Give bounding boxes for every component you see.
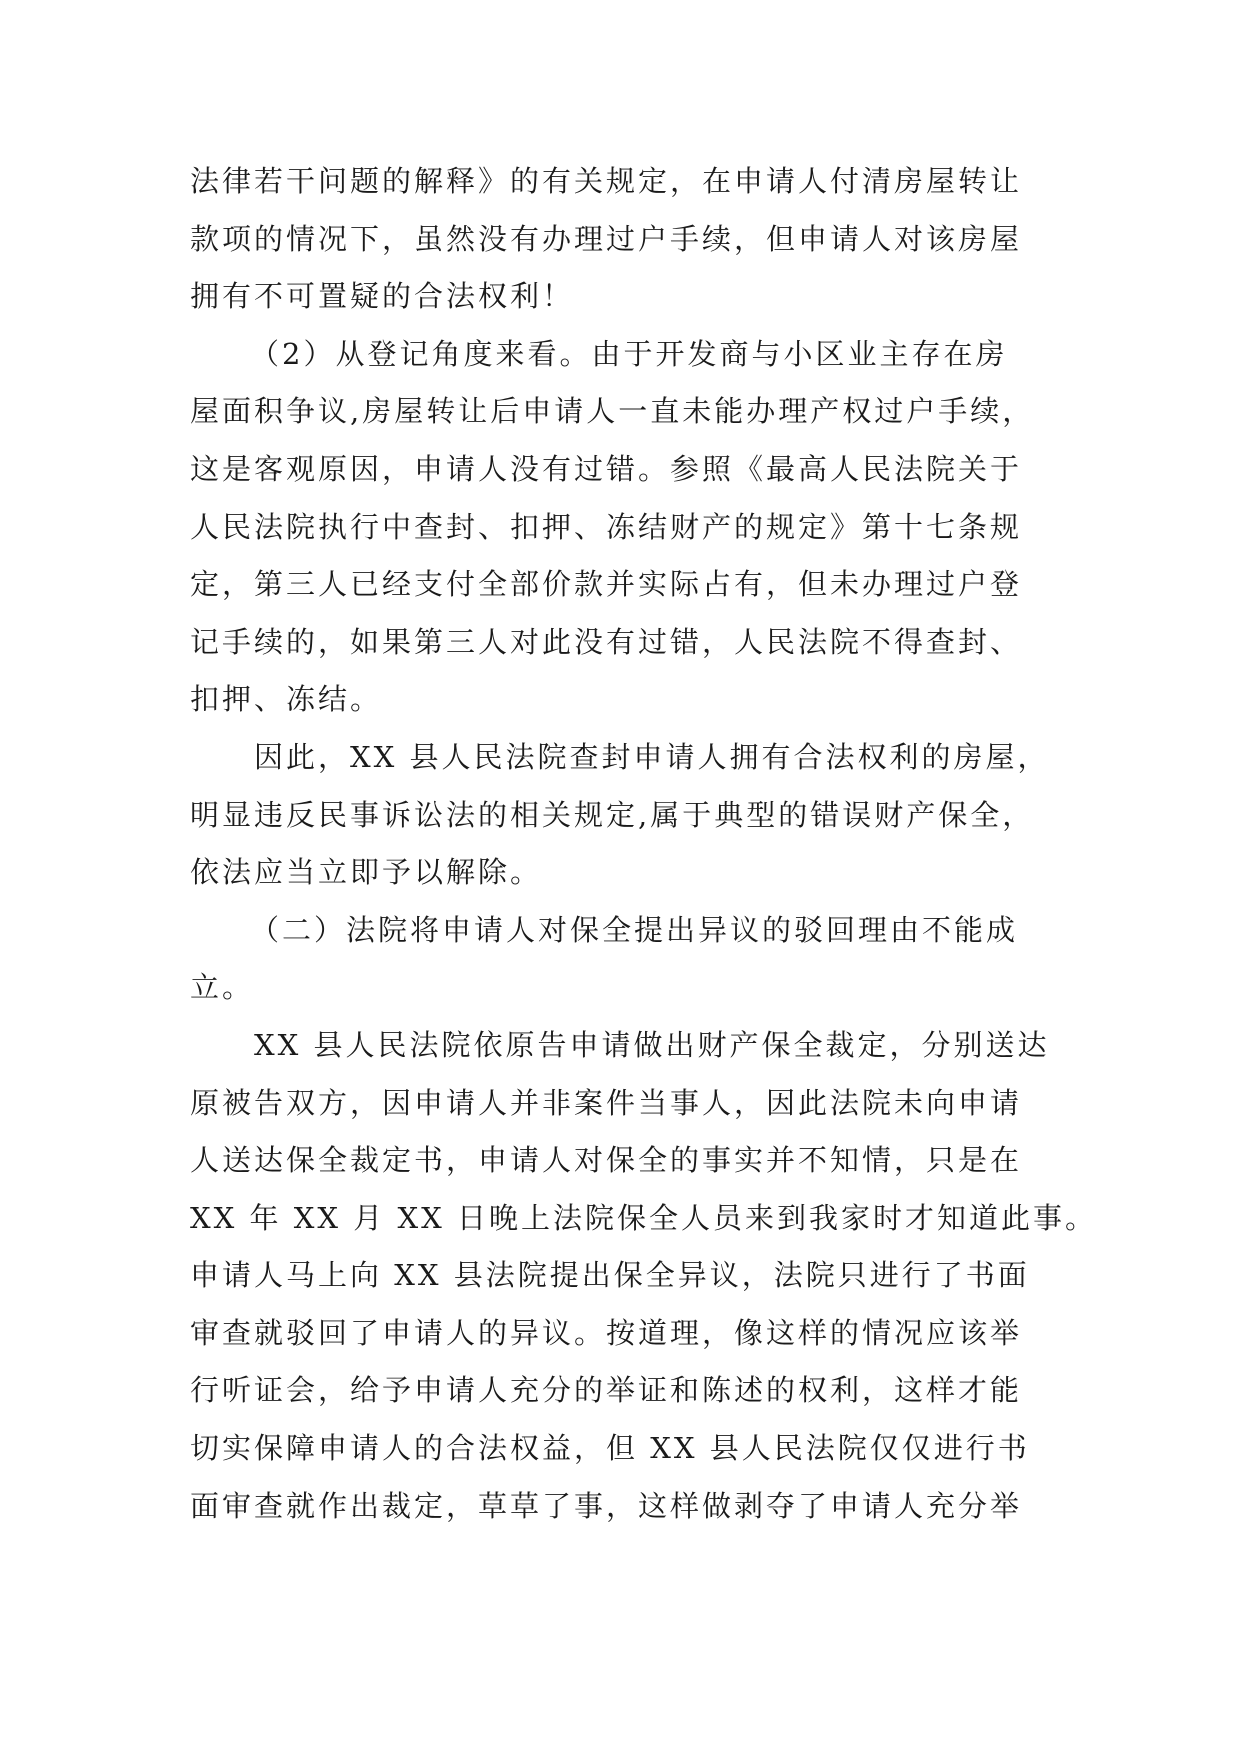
section-heading: （二）法院将申请人对保全提出异议的驳回理由不能成 xyxy=(250,912,1019,947)
text-line: 面审查就作出裁定，草草了事，这样做剥夺了申请人充分举 xyxy=(190,1488,1023,1523)
text-line: 拥有不可置疑的合法权利！ xyxy=(190,279,575,314)
section-heading-continued: 立。 xyxy=(190,970,255,1005)
paragraph-start: 因此，XX 县人民法院查封申请人拥有合法权利的房屋， xyxy=(254,739,1050,774)
text-line: 这是客观原因，申请人没有过错。参照《最高人民法院关于 xyxy=(190,451,1023,486)
text-line: 人民法院执行中查封、扣押、冻结财产的规定》第十七条规 xyxy=(190,509,1023,544)
text-line: 记手续的，如果第三人对此没有过错，人民法院不得查封、 xyxy=(190,624,1023,659)
text-line: 依法应当立即予以解除。 xyxy=(190,855,543,890)
text-line: 切实保障申请人的合法权益，但 XX 县人民法院仅仅进行书 xyxy=(190,1431,1030,1466)
paragraph-start: （2）从登记角度来看。由于开发商与小区业主存在房 xyxy=(250,336,1008,371)
text-line: 明显违反民事诉讼法的相关规定,属于典型的错误财产保全， xyxy=(190,797,1035,832)
text-line: 原被告双方，因申请人并非案件当事人，因此法院未向申请 xyxy=(190,1085,1023,1120)
document-body xyxy=(190,153,1097,1535)
text-line: 人送达保全裁定书，申请人对保全的事实并不知情，只是在 xyxy=(190,1143,1023,1178)
text-line: XX 年 XX 月 XX 日晚上法院保全人员来到我家时才知道此事。 xyxy=(190,1200,1097,1235)
text-line: 屋面积争议,房屋转让后申请人一直未能办理产权过户手续， xyxy=(190,394,1035,429)
text-line: 定，第三人已经支付全部价款并实际占有，但未办理过户登 xyxy=(190,567,1023,602)
text-line: 申请人马上向 XX 县法院提出保全异议，法院只进行了书面 xyxy=(190,1258,1030,1293)
text-line: 款项的情况下，虽然没有办理过户手续，但申请人对该房屋 xyxy=(190,221,1023,256)
text-line: 扣押、冻结。 xyxy=(190,682,383,717)
paragraph-start: XX 县人民法院依原告申请做出财产保全裁定，分别送达 xyxy=(254,1027,1050,1062)
text-line: 审查就驳回了申请人的异议。按道理，像这样的情况应该举 xyxy=(190,1315,1023,1350)
text-line: 行听证会，给予申请人充分的举证和陈述的权利，这样才能 xyxy=(190,1373,1023,1408)
text-line: 法律若干问题的解释》的有关规定，在申请人付清房屋转让 xyxy=(190,164,1023,198)
